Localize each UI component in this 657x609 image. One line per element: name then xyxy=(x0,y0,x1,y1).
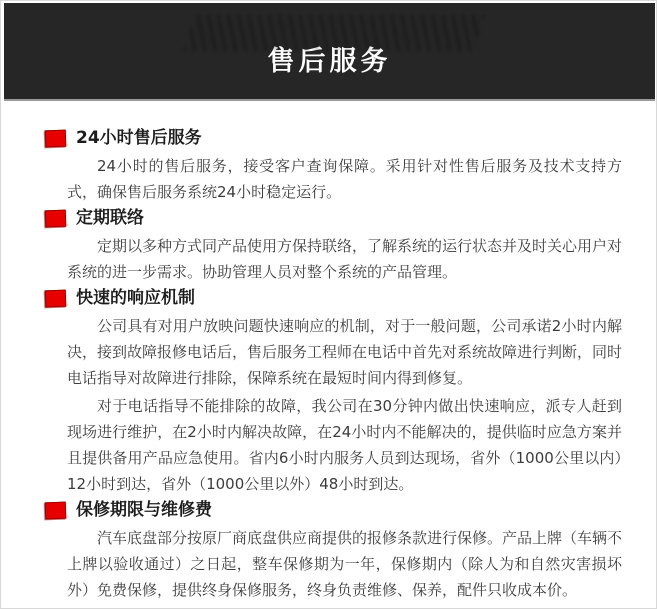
section-paragraph: 汽车底盘部分按原厂商底盘供应商提供的报修条款进行保修。产品上牌（车辆不上牌以验收通过）之日起，整车保修期为一年，保修期内（除人为和自然灾害损坏外）免费保修，提供终身保修服务，终身负责维修、保养，配件只收成本价。 xyxy=(67,529,623,599)
section-heading: 定期联络 xyxy=(76,208,144,228)
section-heading-row xyxy=(1,207,622,229)
section-heading: 24小时售后服务 xyxy=(76,128,202,148)
section-heading: 保修期限与维修费 xyxy=(76,500,212,520)
service-section xyxy=(1,499,622,603)
section-paragraph: 公司具有对用户放映问题快速响应的机制，对于一般问题，公司承诺2小时内解决，接到故障报修电话后，售后服务工程师在电话中首先对系统故障进行判断，同时电话指导对故障进行排除，保障系统在最短时间内得到修复。 xyxy=(67,317,623,387)
red-square-bullet-icon xyxy=(45,290,67,308)
section-paragraph: 24小时的售后服务，接受客户查询保障。采用针对性售后服务及技术支持方式，确保售后服务系统24小时稳定运行。 xyxy=(67,157,622,201)
service-section xyxy=(1,287,622,497)
section-heading: 快速的响应机制 xyxy=(76,288,195,308)
red-square-bullet-icon xyxy=(45,502,67,520)
section-paragraph: 对于电话指导不能排除的故障，我公司在30分钟内做出快速响应，派专人赶到现场进行维护，在2小时内解决故障，在24小时内不能解决的，提供临时应急方案并且提供备用产品应急使用。省内6小时内服务人员到达现场，省外（1000公里以内）12小时到达，省外（1000公里以外）48小时到达。 xyxy=(67,397,622,493)
service-section xyxy=(1,127,622,205)
header-banner xyxy=(4,3,655,101)
section-heading-row xyxy=(1,287,622,309)
red-square-bullet-icon xyxy=(45,210,67,228)
content xyxy=(1,101,656,603)
section-heading-row xyxy=(1,127,622,149)
page-title: 售后服务 xyxy=(267,45,392,77)
section-paragraph: 定期以多种方式同产品使用方保持联络，了解系统的运行状态并及时关心用户对系统的进一步需求。协助管理人员对整个系统的产品管理。 xyxy=(67,237,623,281)
service-section xyxy=(1,207,622,285)
section-heading-row xyxy=(1,499,622,521)
red-square-bullet-icon xyxy=(45,130,67,148)
